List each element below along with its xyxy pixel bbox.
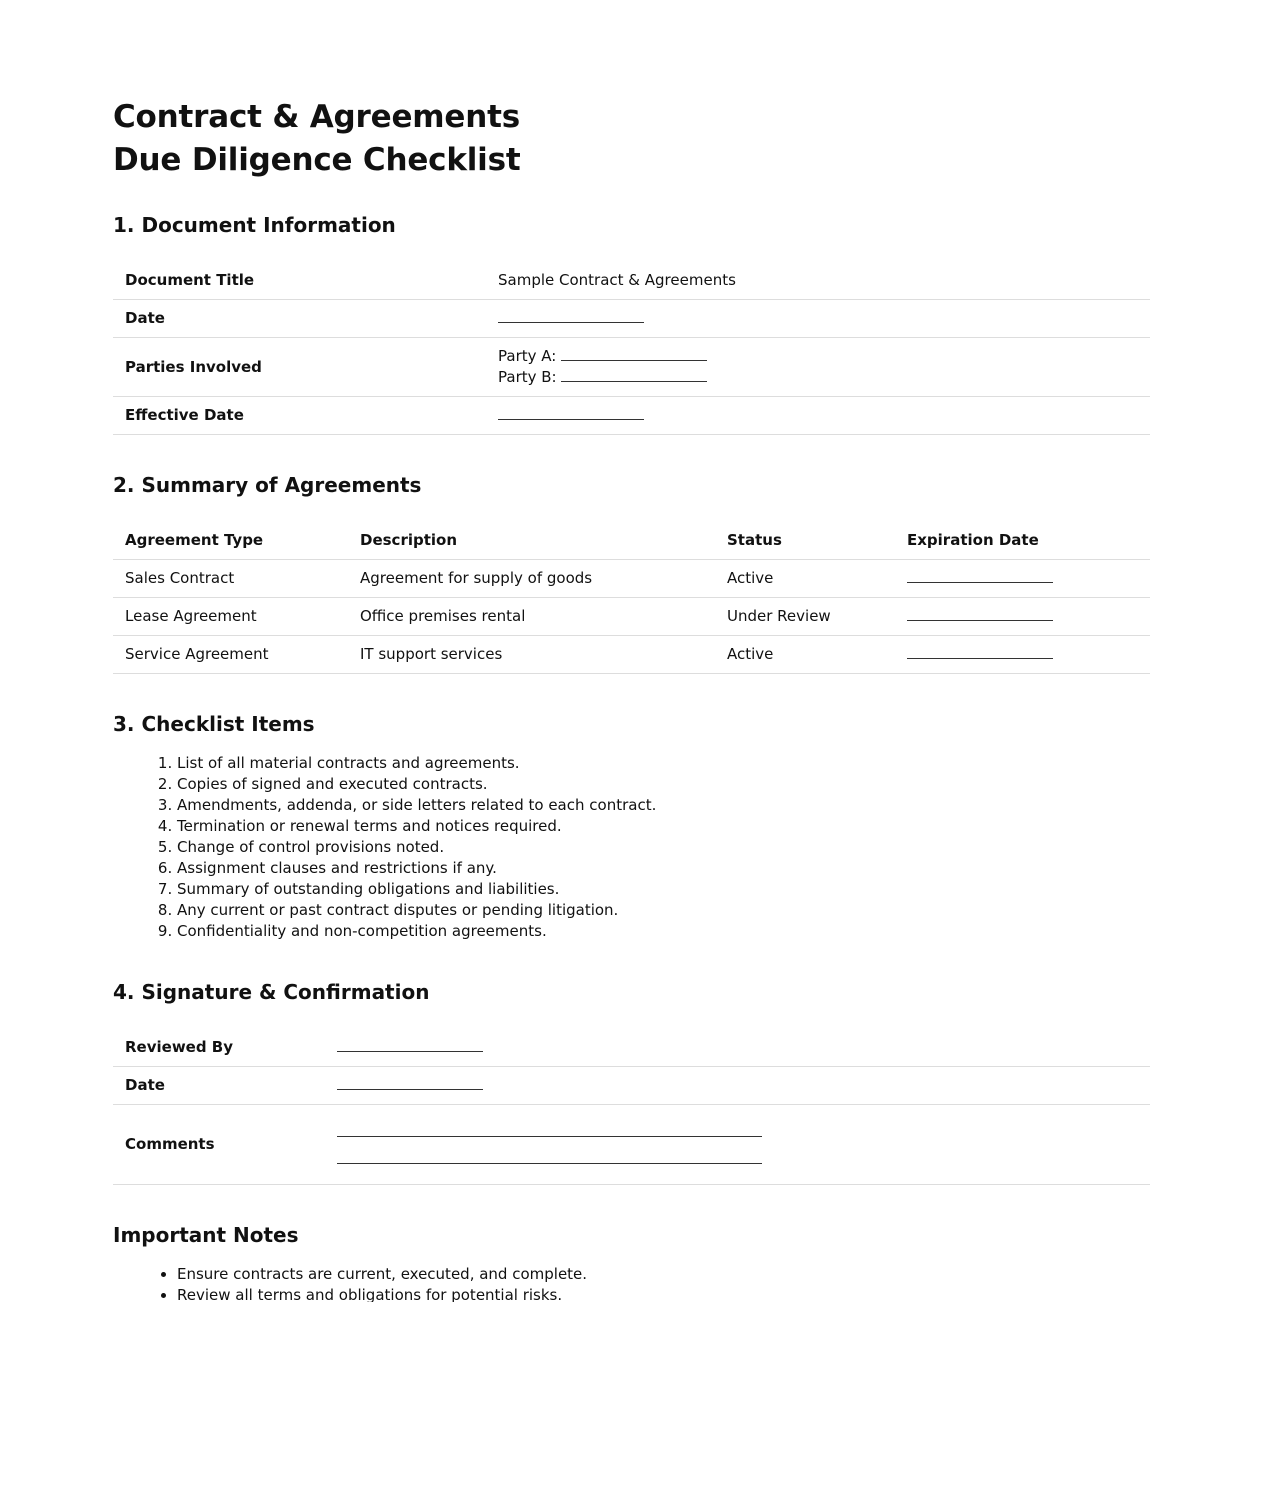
list-item: 5. Change of control provisions noted. [177, 837, 656, 858]
agreements-summary-table [113, 522, 1150, 674]
effective-date-label: Effective Date [113, 396, 486, 434]
checklist-items-list [113, 753, 656, 942]
comments-field[interactable] [325, 1104, 1150, 1184]
agreement-type-cell: Service Agreement [113, 635, 348, 673]
status-cell: Under Review [715, 597, 895, 635]
list-item: 6. Assignment clauses and restrictions if any. [177, 858, 656, 879]
list-item: • Review all terms and obligations for potential risks. [177, 1285, 587, 1302]
document-title-value: Sample Contract & Agreements [486, 262, 1150, 299]
document-title-line2: Due Diligence Checklist [113, 142, 521, 178]
table-row [113, 559, 1150, 597]
table-row [113, 635, 1150, 673]
description-cell: Agreement for supply of goods [348, 559, 715, 597]
agreement-type-cell: Lease Agreement [113, 597, 348, 635]
expiration-date-cell[interactable] [895, 635, 1150, 673]
status-cell: Active [715, 635, 895, 673]
party-a-label: Party A: [498, 346, 557, 365]
expiration-date-cell[interactable] [895, 597, 1150, 635]
description-cell: IT support services [348, 635, 715, 673]
expiration-date-blank-line[interactable] [907, 646, 1053, 659]
reviewed-by-blank-line[interactable] [337, 1039, 483, 1052]
comments-label: Comments [113, 1104, 325, 1184]
column-header-description: Description [348, 522, 715, 559]
effective-date-blank-line[interactable] [498, 407, 644, 420]
list-item: 1. List of all material contracts and agreements. [177, 753, 656, 774]
party-a-line [498, 346, 1138, 367]
reviewed-by-field[interactable] [325, 1029, 1150, 1066]
list-item: 2. Copies of signed and executed contracts. [177, 774, 656, 795]
table-row [113, 262, 1150, 299]
signature-date-field[interactable] [325, 1066, 1150, 1104]
document-page [113, 0, 1150, 1302]
parties-involved-value [486, 337, 1150, 396]
list-item: 3. Amendments, addenda, or side letters related to each contract. [177, 795, 656, 816]
status-cell: Active [715, 559, 895, 597]
column-header-agreement-type: Agreement Type [113, 522, 348, 559]
table-row [113, 597, 1150, 635]
table-row [113, 337, 1150, 396]
list-item: 4. Termination or renewal terms and notices required. [177, 816, 656, 837]
document-information-table [113, 262, 1150, 435]
party-b-line [498, 367, 1138, 388]
party-b-blank-line[interactable] [561, 369, 707, 382]
document-title-line1: Contract & Agreements [113, 99, 520, 135]
comments-line-2 [337, 1150, 1138, 1166]
table-header-row [113, 522, 1150, 559]
description-cell: Office premises rental [348, 597, 715, 635]
signature-date-blank-line[interactable] [337, 1077, 483, 1090]
comments-line-1 [337, 1123, 1138, 1150]
column-header-status: Status [715, 522, 895, 559]
parties-involved-label: Parties Involved [113, 337, 486, 396]
section-heading-checklist-items: 3. Checklist Items [113, 712, 315, 736]
date-field[interactable] [486, 299, 1150, 337]
list-item: 9. Confidentiality and non-competition agreements. [177, 921, 656, 942]
party-a-blank-line[interactable] [561, 348, 707, 361]
expiration-date-blank-line[interactable] [907, 570, 1053, 583]
column-header-expiration-date: Expiration Date [895, 522, 1150, 559]
table-row [113, 299, 1150, 337]
list-item: 8. Any current or past contract disputes or pending litigation. [177, 900, 656, 921]
list-item: • Ensure contracts are current, executed, and complete. [177, 1264, 587, 1285]
section-heading-important-notes: Important Notes [113, 1223, 299, 1247]
agreement-type-cell: Sales Contract [113, 559, 348, 597]
expiration-date-blank-line[interactable] [907, 608, 1053, 621]
table-row [113, 396, 1150, 434]
signature-table [113, 1029, 1150, 1185]
effective-date-field[interactable] [486, 396, 1150, 434]
section-heading-document-information: 1. Document Information [113, 213, 396, 237]
signature-date-label: Date [113, 1066, 325, 1104]
comments-blank-line[interactable] [337, 1151, 762, 1164]
list-item: 7. Summary of outstanding obligations and liabilities. [177, 879, 656, 900]
important-notes-list [113, 1264, 587, 1302]
reviewed-by-label: Reviewed By [113, 1029, 325, 1066]
date-label: Date [113, 299, 486, 337]
section-heading-signature-confirmation: 4. Signature & Confirmation [113, 980, 430, 1004]
comments-blank-line[interactable] [337, 1124, 762, 1137]
table-row [113, 1029, 1150, 1066]
expiration-date-cell[interactable] [895, 559, 1150, 597]
date-blank-line[interactable] [498, 310, 644, 323]
party-b-label: Party B: [498, 367, 557, 386]
section-heading-summary-of-agreements: 2. Summary of Agreements [113, 473, 422, 497]
table-row [113, 1104, 1150, 1184]
document-title [113, 96, 520, 182]
table-row [113, 1066, 1150, 1104]
document-title-label: Document Title [113, 262, 486, 299]
